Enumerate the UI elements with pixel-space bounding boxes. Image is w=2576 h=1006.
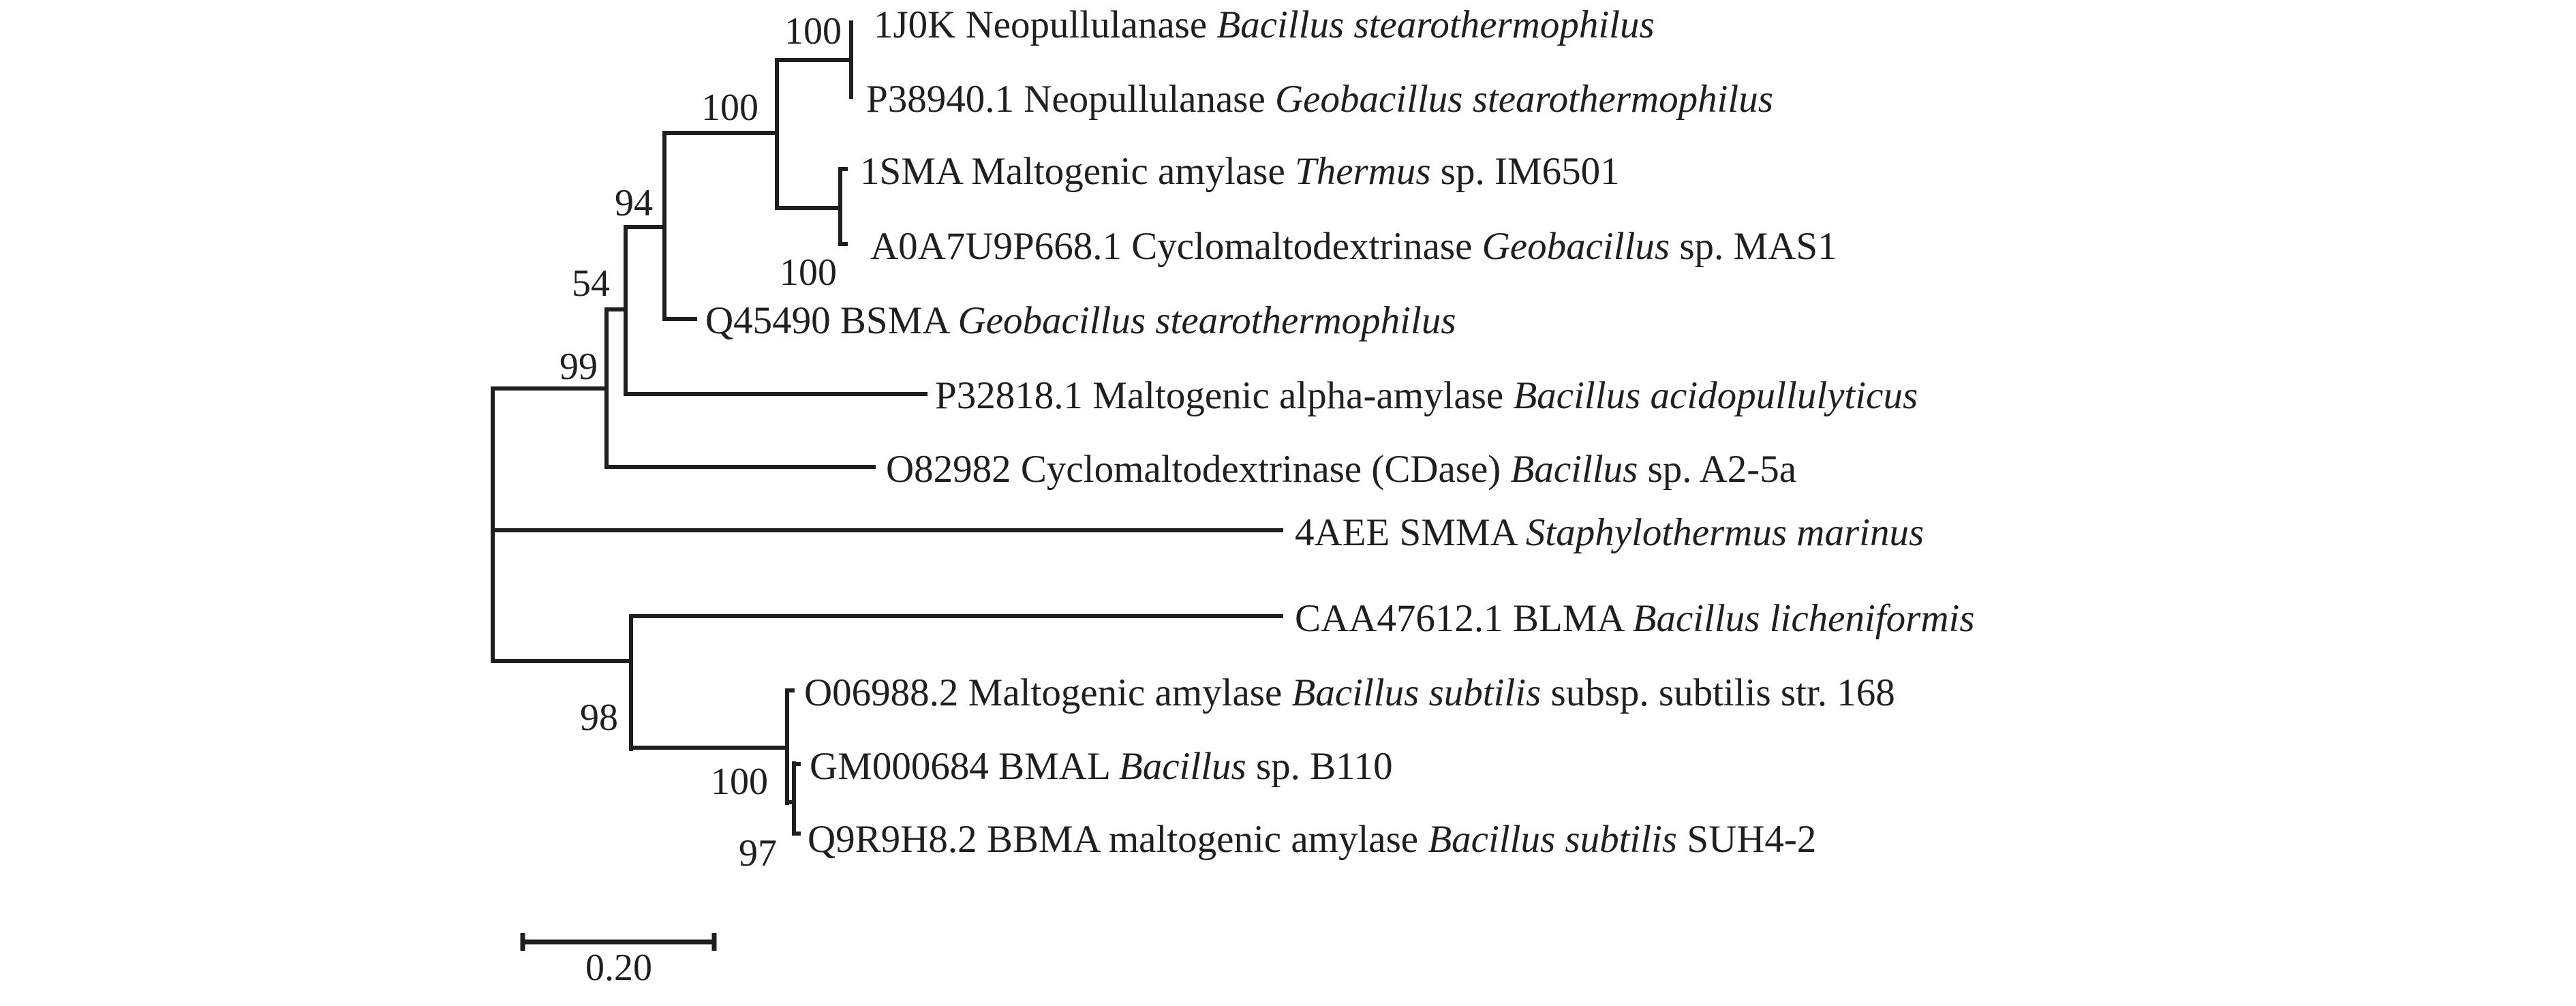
bootstrap-value-(1J0K,P38940)+(1SMA,A0A7U9P668): 100 [701,87,758,129]
bootstrap-value-54-clade+O82982: 99 [559,346,598,388]
scale-bar [523,933,714,989]
taxon-1SMA-label: 1SMA Maltogenic amylase Thermus sp. IM6501 [860,149,1620,193]
taxon-O06988-label: O06988.2 Maltogenic amylase Bacillus subtilis subsp. subtilis str. 168 [804,671,1895,714]
bootstrap-value-CAA47612+lower-clade: 98 [580,697,618,739]
taxon-A0A7U9P668-label: A0A7U9P668.1 Cyclomaltodextrinase Geobacillus sp. MAS1 [870,224,1837,268]
bootstrap-value-O06988+(GM000684,Q9R9H8): 100 [711,761,768,803]
bootstrap-labels [559,10,842,874]
taxon-labels [705,3,1975,861]
bootstrap-value-GM000684+Q9R9H8: 97 [739,832,777,874]
bootstrap-value-upper-clade+Q45490: 94 [615,182,653,224]
taxon-Q9R9H8-label: Q9R9H8.2 BBMA maltogenic amylase Bacillus subtilis SUH4-2 [808,817,1817,861]
taxon-4AEE-label: 4AEE SMMA Staphylothermus marinus [1295,510,1925,554]
taxon-O82982-label: O82982 Cyclomaltodextrinase (CDase) Bacillus sp. A2-5a [886,447,1797,491]
taxon-GM000684-label: GM000684 BMAL Bacillus sp. B110 [810,744,1393,788]
taxon-P38940-label: P38940.1 Neopullulanase Geobacillus stearothermophilus [866,77,1773,121]
taxon-P32818-label: P32818.1 Maltogenic alpha-amylase Bacillus acidopullulyticus [935,374,1918,417]
taxon-Q45490-label: Q45490 BSMA Geobacillus stearothermophilus [705,299,1456,342]
taxon-CAA47612-label: CAA47612.1 BLMA Bacillus licheniformis [1295,596,1975,640]
bootstrap-value-1SMA+A0A7U9P668: 100 [780,252,837,294]
bootstrap-value-1J0K+P38940: 100 [784,10,842,52]
scale-bar-label: 0.20 [585,947,652,989]
taxon-1J0K-label: 1J0K Neopullulanase Bacillus stearothermophilus [874,3,1655,46]
bootstrap-value-94-clade+P32818: 54 [572,262,610,305]
